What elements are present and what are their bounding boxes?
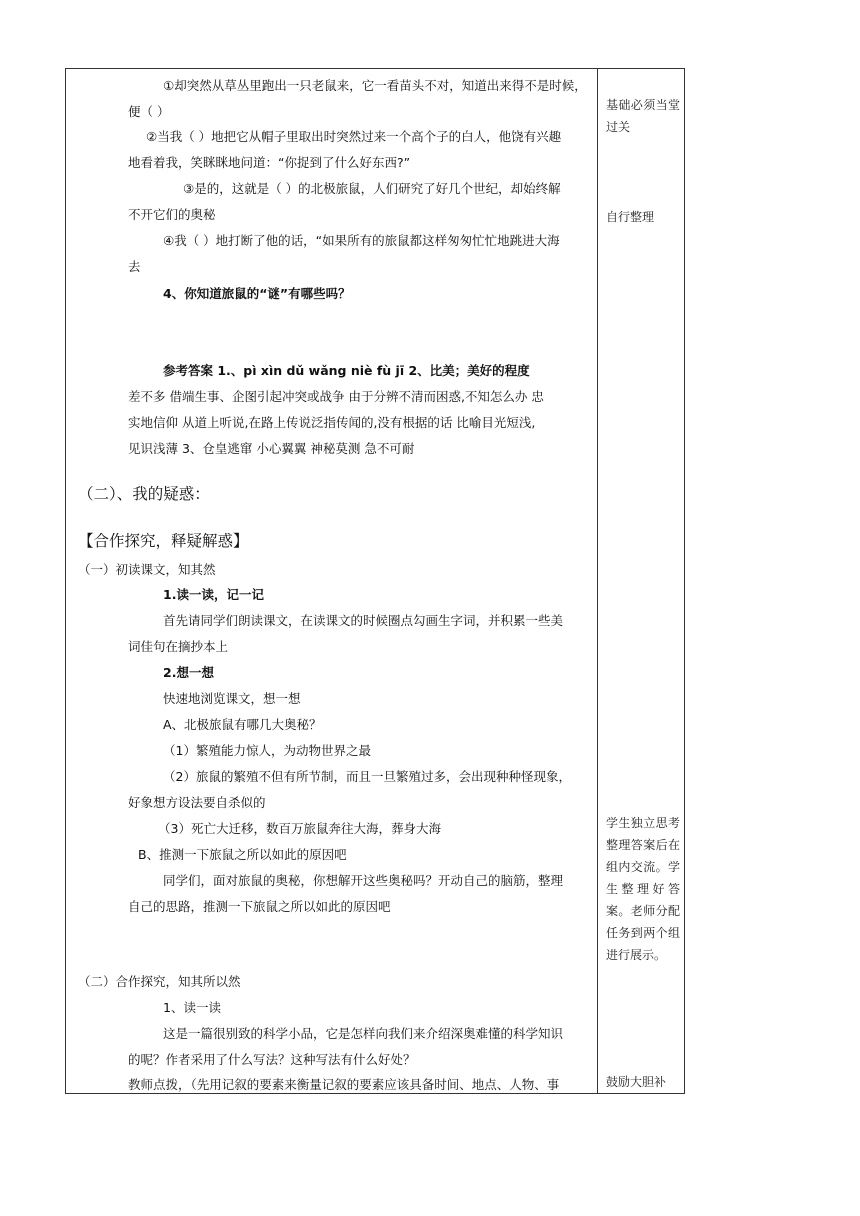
section-2-read-title: 1、读一读 bbox=[163, 1000, 221, 1015]
column-divider bbox=[597, 68, 598, 1094]
coop-heading: 【合作探究，释疑解惑】 bbox=[78, 532, 249, 550]
section-1-read-text-1: 首先请同学们朗读课文，在读课文的时候圈点勾画生字词，并积累一些美 bbox=[163, 613, 564, 628]
answer-line-3: 实地信仰 从道上听说,在路上传说泛指传闻的,没有根据的话 比喻目光短浅, bbox=[128, 415, 536, 430]
section-2-read-text-1: 这是一篇很别致的科学小品，它是怎样向我们来介绍深奥难懂的科学知识 bbox=[163, 1026, 564, 1041]
section-1-think-text: 快速地浏览课文，想一想 bbox=[163, 691, 301, 706]
side-note-self-organize: 自行整理 bbox=[606, 210, 655, 224]
question-4-line-2: 去 bbox=[128, 259, 141, 274]
question-5: 4、你知道旅鼠的“谜”有哪些吗？ bbox=[163, 286, 351, 301]
question-a-item-2-line-1: （2）旅鼠的繁殖不但有所节制，而且一旦繁殖过多，会出现种种怪现象， bbox=[163, 769, 571, 784]
question-3-line-1: ③是的，这就是（ ）的北极旅鼠，人们研究了好几个世纪，却始终解 bbox=[183, 181, 561, 196]
side-note-group-work: 学生独立思考整理答案后在组内交流。学生整理好答案。老师分配任务到两个组进行展示。 bbox=[606, 816, 680, 962]
section-1-think-title: 2.想一想 bbox=[163, 665, 214, 680]
section-1-read-title: 1.读一读，记一记 bbox=[163, 587, 264, 602]
question-1-line-2: 便（ ） bbox=[128, 104, 170, 119]
section-1-heading: （一）初读课文，知其然 bbox=[78, 562, 216, 577]
section-2-teacher-note: 教师点拨，（先用记叙的要素来衡量记叙的要素应该具备时间、地点、人物、事 bbox=[128, 1077, 560, 1092]
section-1-read-text-2: 词佳句在摘抄本上 bbox=[128, 639, 229, 654]
question-a-item-2-line-2: 好象想方设法要自杀似的 bbox=[128, 795, 266, 810]
question-b-text-1: 同学们，面对旅鼠的奥秘，你想解开这些奥秘吗？开动自己的脑筋，整理 bbox=[163, 873, 564, 888]
question-b: B、推测一下旅鼠之所以如此的原因吧 bbox=[138, 847, 347, 862]
question-a: A、北极旅鼠有哪几大奥秘？ bbox=[163, 717, 322, 732]
question-a-item-3: （3）死亡大迁移，数百万旅鼠奔往大海，葬身大海 bbox=[158, 821, 441, 836]
side-note-encourage: 鼓励大胆补 bbox=[606, 1075, 667, 1089]
answer-line-1: 参考答案 1.、pì xìn dǔ wǎng niè fù jī 2、比美；美好的程度 bbox=[163, 363, 530, 378]
question-b-text-2: 自己的思路，推测一下旅鼠之所以如此的原因吧 bbox=[128, 899, 391, 914]
question-a-item-1: （1）繁殖能力惊人，为动物世界之最 bbox=[163, 743, 371, 758]
answer-line-4: 见识浅薄 3、仓皇逃窜 小心翼翼 神秘莫测 急不可耐 bbox=[128, 441, 415, 456]
section-2-read-text-2: 的呢？作者采用了什么写法？这种写法有什么好处？ bbox=[128, 1052, 416, 1067]
side-note-basics: 基础必须当堂过关 bbox=[606, 98, 680, 134]
doubt-heading: （二）、我的疑惑： bbox=[78, 485, 210, 503]
question-3-line-2: 不开它们的奥秘 bbox=[128, 207, 216, 222]
question-4-line-1: ④我（ ）地打断了他的话，“如果所有的旅鼠都这样匆匆忙忙地跳进大海 bbox=[163, 233, 560, 248]
section-2-heading: （二）合作探究，知其所以然 bbox=[78, 974, 241, 989]
question-1-line-1: ①却突然从草丛里跑出一只老鼠来，它一看苗头不对，知道出来得不是时候， bbox=[163, 78, 587, 93]
answer-line-2: 差不多 借端生事、企图引起冲突或战争 由于分辨不清而困惑,不知怎么办 忠 bbox=[128, 389, 544, 404]
question-2-line-1: ②当我（ ）地把它从帽子里取出时突然过来一个高个子的白人，他饶有兴趣 bbox=[146, 129, 562, 144]
question-2-line-2: 地看着我，笑眯眯地问道：“你捉到了什么好东西?” bbox=[128, 155, 411, 170]
